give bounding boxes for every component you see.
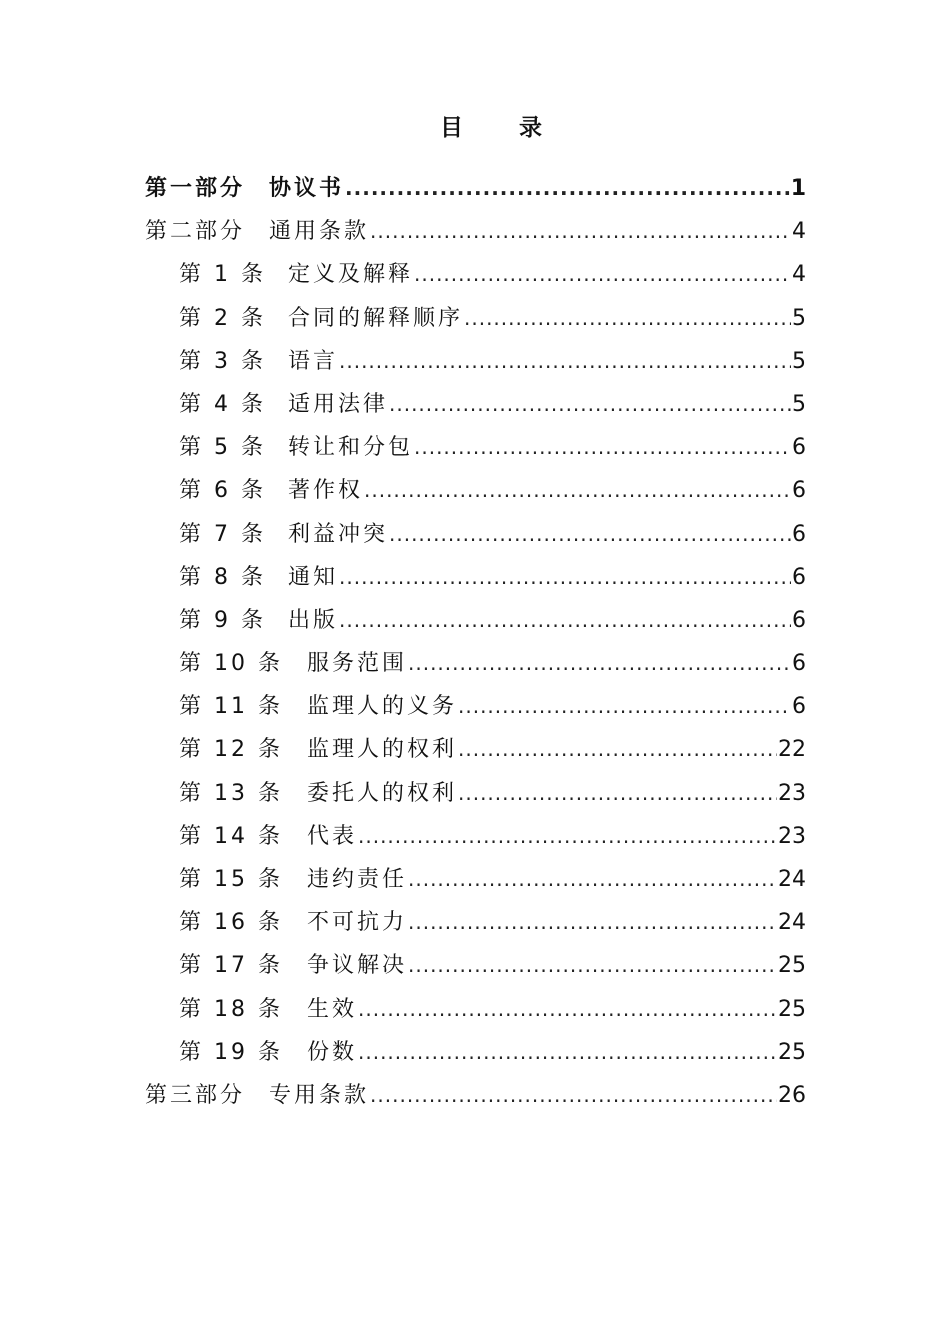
toc-entry-title: 委托人的权利 [306, 780, 457, 806]
toc-entry-page-number: 4 [792, 219, 806, 245]
toc-dot-leader [358, 988, 777, 1031]
toc-entry[interactable] [145, 210, 806, 253]
page-title: 目 录 [439, 115, 566, 141]
toc-dot-leader [458, 685, 791, 728]
toc-entry[interactable] [145, 901, 806, 944]
toc-entry-page-number: 25 [778, 1039, 806, 1065]
toc-entry-title: 语言 [287, 348, 338, 374]
toc-entry[interactable] [145, 297, 806, 340]
toc-entry-number: 第 2 条 [179, 305, 266, 331]
toc-entry[interactable] [145, 253, 806, 296]
toc-dot-leader [414, 426, 791, 469]
toc-entry-number: 第 15 条 [179, 867, 283, 892]
toc-entry-title: 争议解决 [306, 953, 407, 979]
toc-entry-title: 著作权 [287, 478, 363, 504]
toc-entry-title: 转让和分包 [287, 435, 413, 461]
toc-entry-title: 专用条款 [269, 1082, 370, 1108]
toc-entry[interactable] [145, 988, 806, 1031]
toc-entry-number: 第 3 条 [179, 348, 266, 374]
toc-entry-page-number: 23 [778, 823, 806, 849]
toc-entry-number: 第 5 条 [179, 435, 266, 461]
toc-dot-leader [414, 253, 791, 296]
toc-entry[interactable] [145, 772, 806, 815]
toc-entry-page-number: 5 [792, 348, 806, 374]
toc-dot-leader [408, 901, 777, 944]
toc-entry[interactable] [145, 513, 806, 556]
toc-dot-leader [339, 340, 791, 383]
toc-entry-number: 第 19 条 [179, 1039, 283, 1065]
toc-entry-page-number: 25 [778, 996, 806, 1022]
toc-entry-title: 生效 [306, 996, 357, 1022]
toc-entry[interactable] [145, 426, 806, 469]
toc-entry-page-number: 26 [778, 1082, 806, 1108]
toc-entry-title: 协议书 [269, 176, 345, 201]
toc-entry[interactable] [145, 944, 806, 987]
toc-entry-page-number: 6 [792, 651, 806, 677]
toc-entry-number: 第 14 条 [179, 823, 283, 849]
toc-dot-leader [464, 297, 791, 340]
toc-entry-page-number: 6 [792, 564, 806, 590]
toc-entry-title: 通知 [287, 564, 338, 590]
toc-entry-number: 第二部分 [145, 219, 246, 245]
toc-entry-title: 代表 [306, 823, 357, 849]
toc-entry-title: 出版 [287, 607, 338, 633]
toc-entry-number: 第 7 条 [179, 521, 266, 547]
toc-dot-leader [370, 1074, 777, 1117]
toc-entry-number: 第 13 条 [179, 780, 283, 806]
toc-dot-leader [358, 1031, 777, 1074]
toc-entry-number: 第 9 条 [179, 607, 266, 633]
toc-entry[interactable] [145, 1031, 806, 1074]
toc-entry[interactable] [145, 1074, 806, 1117]
toc-dot-leader [339, 556, 791, 599]
toc-dot-leader [408, 944, 777, 987]
toc-entry-page-number: 23 [778, 780, 806, 806]
toc-entry-number: 第 6 条 [179, 478, 266, 504]
toc-dot-leader [345, 167, 790, 210]
toc-entry[interactable] [145, 556, 806, 599]
toc-entry-title: 定义及解释 [287, 262, 413, 288]
toc-entry-title: 服务范围 [306, 651, 407, 677]
toc-entry[interactable] [145, 858, 806, 901]
toc-entry-page-number: 6 [792, 478, 806, 504]
toc-entry[interactable] [145, 815, 806, 858]
toc-entry-title: 违约责任 [306, 867, 407, 892]
toc-entry-page-number: 5 [792, 391, 806, 417]
toc-entry-number: 第 16 条 [179, 910, 283, 936]
toc-dot-leader [408, 642, 791, 685]
toc-dot-leader [389, 383, 791, 426]
toc-entry-number: 第三部分 [145, 1082, 246, 1108]
toc-entry-page-number: 1 [790, 176, 806, 201]
toc-entry-title: 份数 [306, 1039, 357, 1065]
toc-entry-title: 不可抗力 [306, 910, 407, 936]
toc-entry[interactable] [145, 685, 806, 728]
toc-dot-leader [389, 513, 791, 556]
toc-entry-title: 利益冲突 [287, 521, 388, 547]
toc-dot-leader [339, 599, 791, 642]
toc-dot-leader [370, 210, 791, 253]
toc-entry[interactable] [145, 728, 806, 771]
toc-entry[interactable] [145, 340, 806, 383]
toc-entry[interactable] [145, 167, 806, 210]
toc-entry-number: 第 1 条 [179, 262, 266, 288]
toc-entry-page-number: 22 [778, 737, 806, 763]
toc-dot-leader [408, 858, 777, 901]
toc-entry-page-number: 24 [778, 910, 806, 936]
toc-dot-leader [364, 469, 791, 512]
toc-entry-page-number: 4 [792, 262, 806, 288]
toc-entry-number: 第 10 条 [179, 651, 283, 677]
toc-entry[interactable] [145, 599, 806, 642]
toc-entry-page-number: 24 [778, 867, 806, 892]
toc-entry[interactable] [145, 469, 806, 512]
toc-entry[interactable] [145, 383, 806, 426]
table-of-contents [145, 167, 806, 1117]
toc-entry-title: 通用条款 [269, 219, 370, 245]
toc-entry-page-number: 5 [792, 305, 806, 331]
toc-entry-number: 第一部分 [145, 176, 246, 201]
toc-entry-page-number: 6 [792, 435, 806, 461]
toc-entry-page-number: 6 [792, 607, 806, 633]
toc-entry-title: 合同的解释顺序 [287, 305, 463, 331]
toc-entry-title: 监理人的义务 [306, 694, 457, 720]
toc-entry[interactable] [145, 642, 806, 685]
toc-entry-number: 第 4 条 [179, 391, 266, 417]
toc-dot-leader [458, 772, 777, 815]
toc-dot-leader [458, 728, 777, 771]
toc-entry-page-number: 6 [792, 521, 806, 547]
toc-entry-number: 第 18 条 [179, 996, 283, 1022]
toc-entry-title: 监理人的权利 [306, 737, 457, 763]
toc-dot-leader [358, 815, 777, 858]
toc-entry-page-number: 25 [778, 953, 806, 979]
toc-entry-number: 第 8 条 [179, 564, 266, 590]
toc-entry-number: 第 17 条 [179, 953, 283, 979]
toc-entry-page-number: 6 [792, 694, 806, 720]
toc-entry-number: 第 11 条 [179, 694, 283, 720]
toc-entry-number: 第 12 条 [179, 737, 283, 763]
toc-entry-title: 适用法律 [287, 391, 388, 417]
